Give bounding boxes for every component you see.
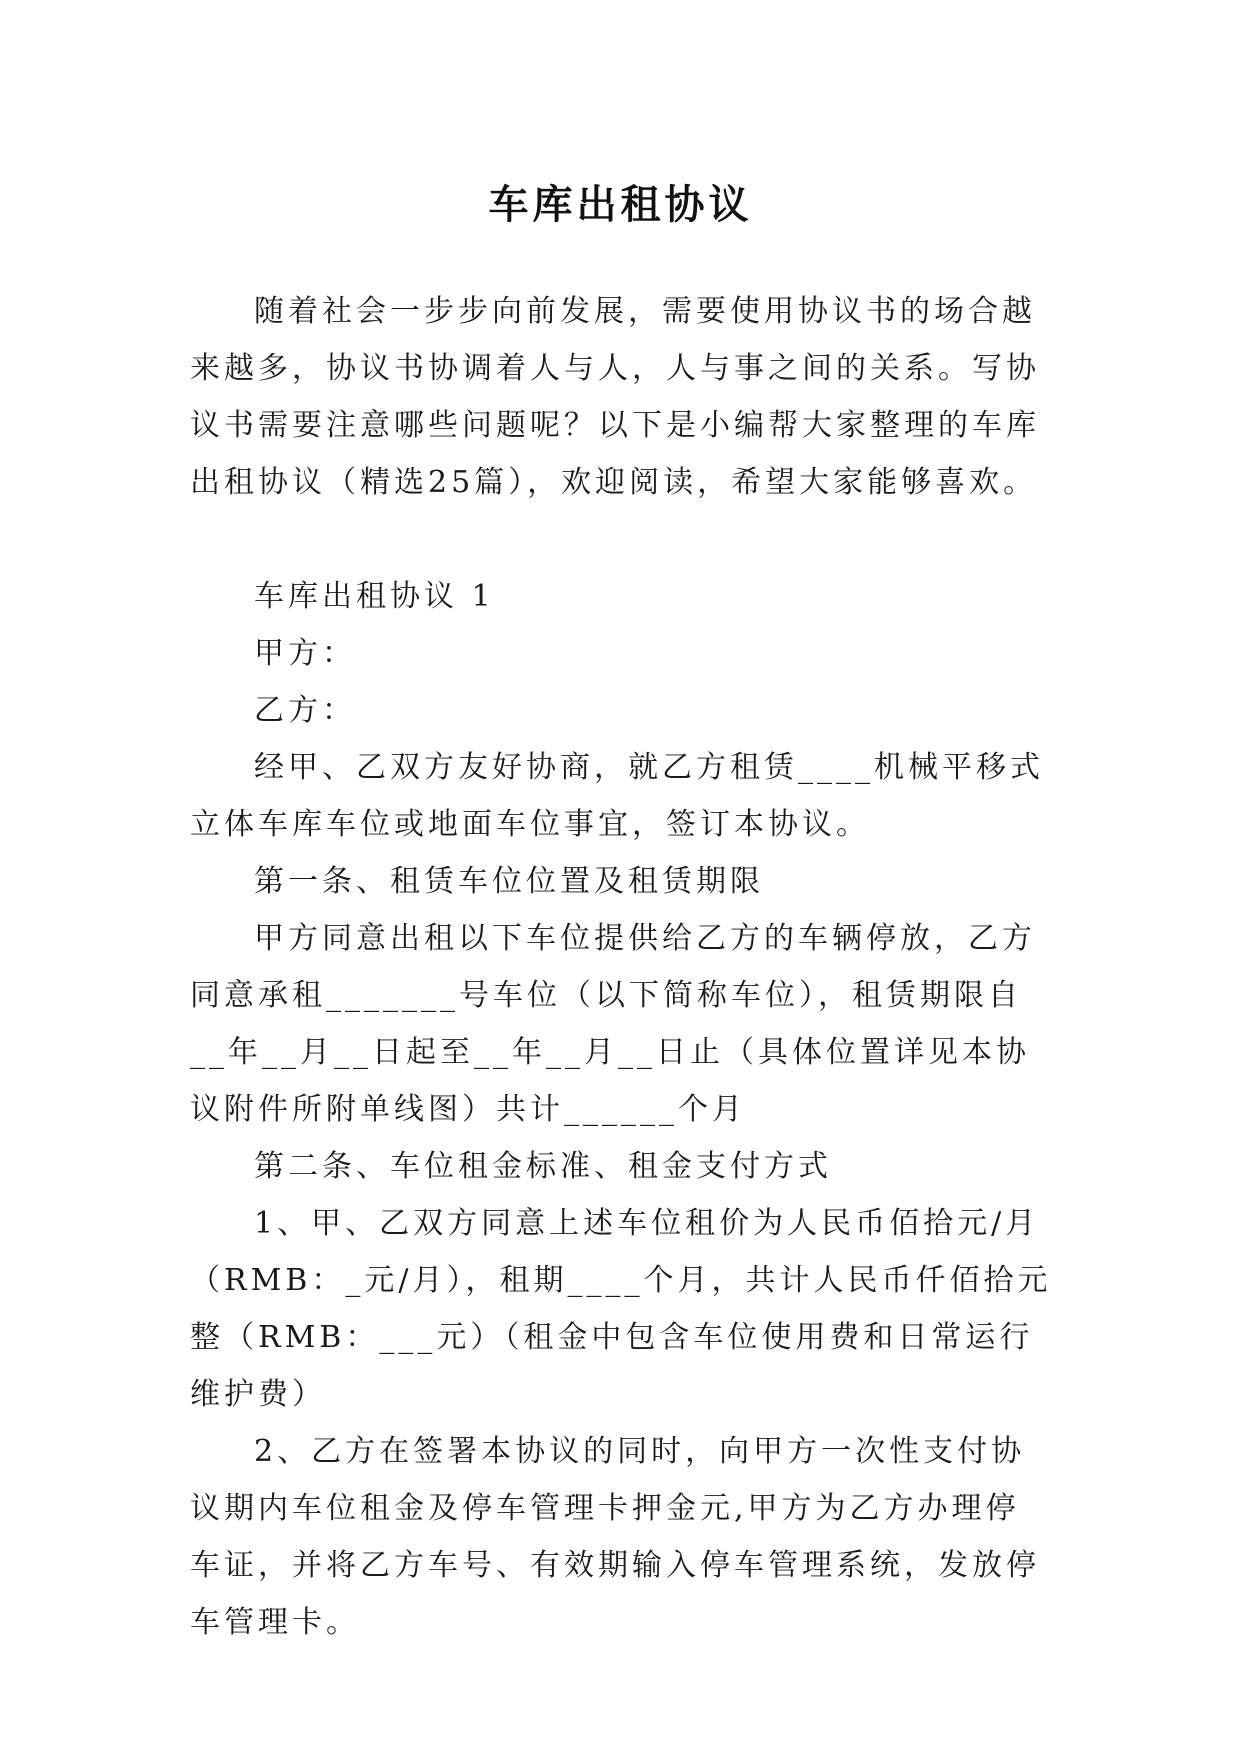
article-heading: 第一条、租赁车位位置及租赁期限 bbox=[254, 864, 764, 899]
section-heading: 车库出租协议 1 bbox=[254, 579, 495, 614]
party-a-line: 甲方： bbox=[254, 636, 356, 671]
clause-paragraph: 2、乙方在签署本协议的同时，向甲方一次性支付协议期内车位租金及停车管理卡押金元,甲方为乙方办理停车证，并将乙方车号、有效期输入停车管理系统，发放停车管理卡。 bbox=[190, 1434, 1040, 1640]
party-b-line: 乙方： bbox=[254, 693, 356, 728]
article-heading: 第二条、车位租金标准、租金支付方式 bbox=[254, 1149, 832, 1184]
agreement-paragraph: 经甲、乙双方友好协商，就乙方租赁____机械平移式立体车库车位或地面车位事宜，签订本协议。 bbox=[190, 750, 1044, 842]
document-title: 车库出租协议 bbox=[488, 180, 753, 228]
clause-paragraph: 1、甲、乙双方同意上述车位租价为人民币佰拾元/月（RMB：_元/月），租期____个月，共计人民币仟佰拾元整（RMB：___元）（租金中包含车位使用费和日常运行维护费） bbox=[190, 1206, 1052, 1412]
intro-paragraph: 随着社会一步步向前发展，需要使用协议书的场合越来越多，协议书协调着人与人，人与事之间的关系。写协议书需要注意哪些问题呢？以下是小编帮大家整理的车库出租协议（精选25篇），欢迎阅读，希望大家能够喜欢。 bbox=[190, 294, 1040, 500]
document-body bbox=[190, 283, 1053, 1651]
article-paragraph: 甲方同意出租以下车位提供给乙方的车辆停放，乙方同意承租_______号车位（以下简称车位），租赁期限自__年__月__日起至__年__月__日止（具体位置详见本协议附件所附单线图）共计______个月 bbox=[190, 921, 1036, 1127]
